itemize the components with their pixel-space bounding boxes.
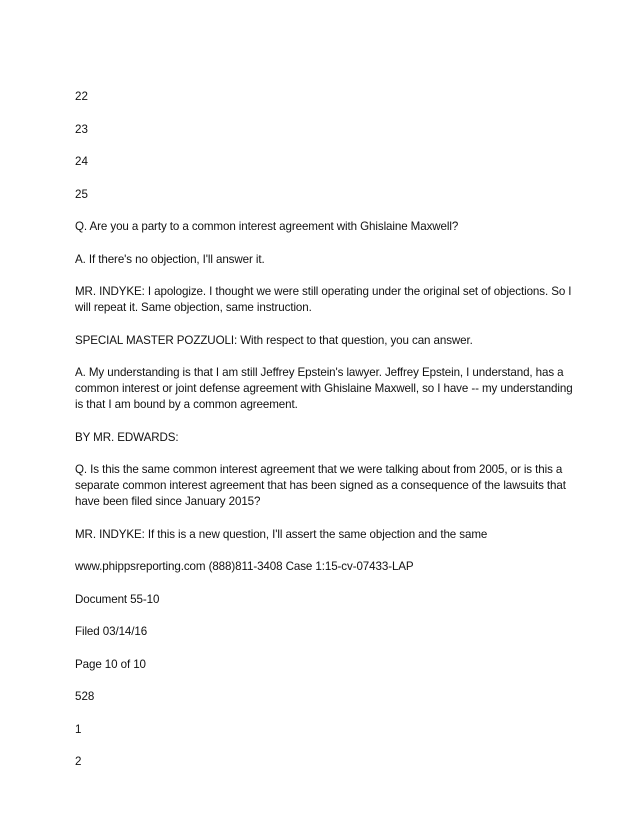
line-number: 22 (75, 90, 88, 103)
page-indicator: Page 10 of 10 (75, 657, 146, 671)
document-number: Document 55-10 (75, 592, 160, 606)
objection-paragraph: MR. INDYKE: I apologize. I thought we were still operating under the original set of objections. So I will repeat it. Same objection, same instruction. (75, 285, 572, 314)
line-number: 2 (75, 755, 82, 768)
question-paragraph: Q. Is this the same common interest agreement that we were talking about from 2005, or is this a separate common interest agreement that has been signed as a consequence of the lawsuits that have been filed since January 2015? (75, 463, 566, 508)
line-number: 25 (75, 187, 88, 201)
answer-paragraph: A. If there's no objection, I'll answer it. (75, 252, 265, 266)
question-paragraph: Q. Are you a party to a common interest agreement with Ghislaine Maxwell? (75, 220, 459, 233)
examiner-heading: BY MR. EDWARDS: (75, 430, 179, 444)
transcript-page-number: 528 (75, 690, 95, 703)
objection-paragraph: MR. INDYKE: If this is a new question, I'll assert the same objection and the same (75, 527, 488, 541)
filed-date: Filed 03/14/16 (75, 625, 148, 638)
line-number: 23 (75, 122, 88, 136)
special-master-paragraph: SPECIAL MASTER POZZUOLI: With respect to that question, you can answer. (75, 333, 473, 347)
answer-paragraph: A. My understanding is that I am still Jeffrey Epstein's lawyer. Jeffrey Epstein, I understand, has a common interest or joint defense agreement with Ghislaine Maxwell, so I have -- my understanding is that I am bound by a common agreement. (75, 366, 573, 411)
line-number: 24 (75, 155, 88, 168)
document-page (75, 89, 575, 787)
line-number: 1 (75, 722, 82, 736)
footer-case-line: www.phippsreporting.com (888)811-3408 Case 1:15-cv-07433-LAP (75, 560, 414, 573)
